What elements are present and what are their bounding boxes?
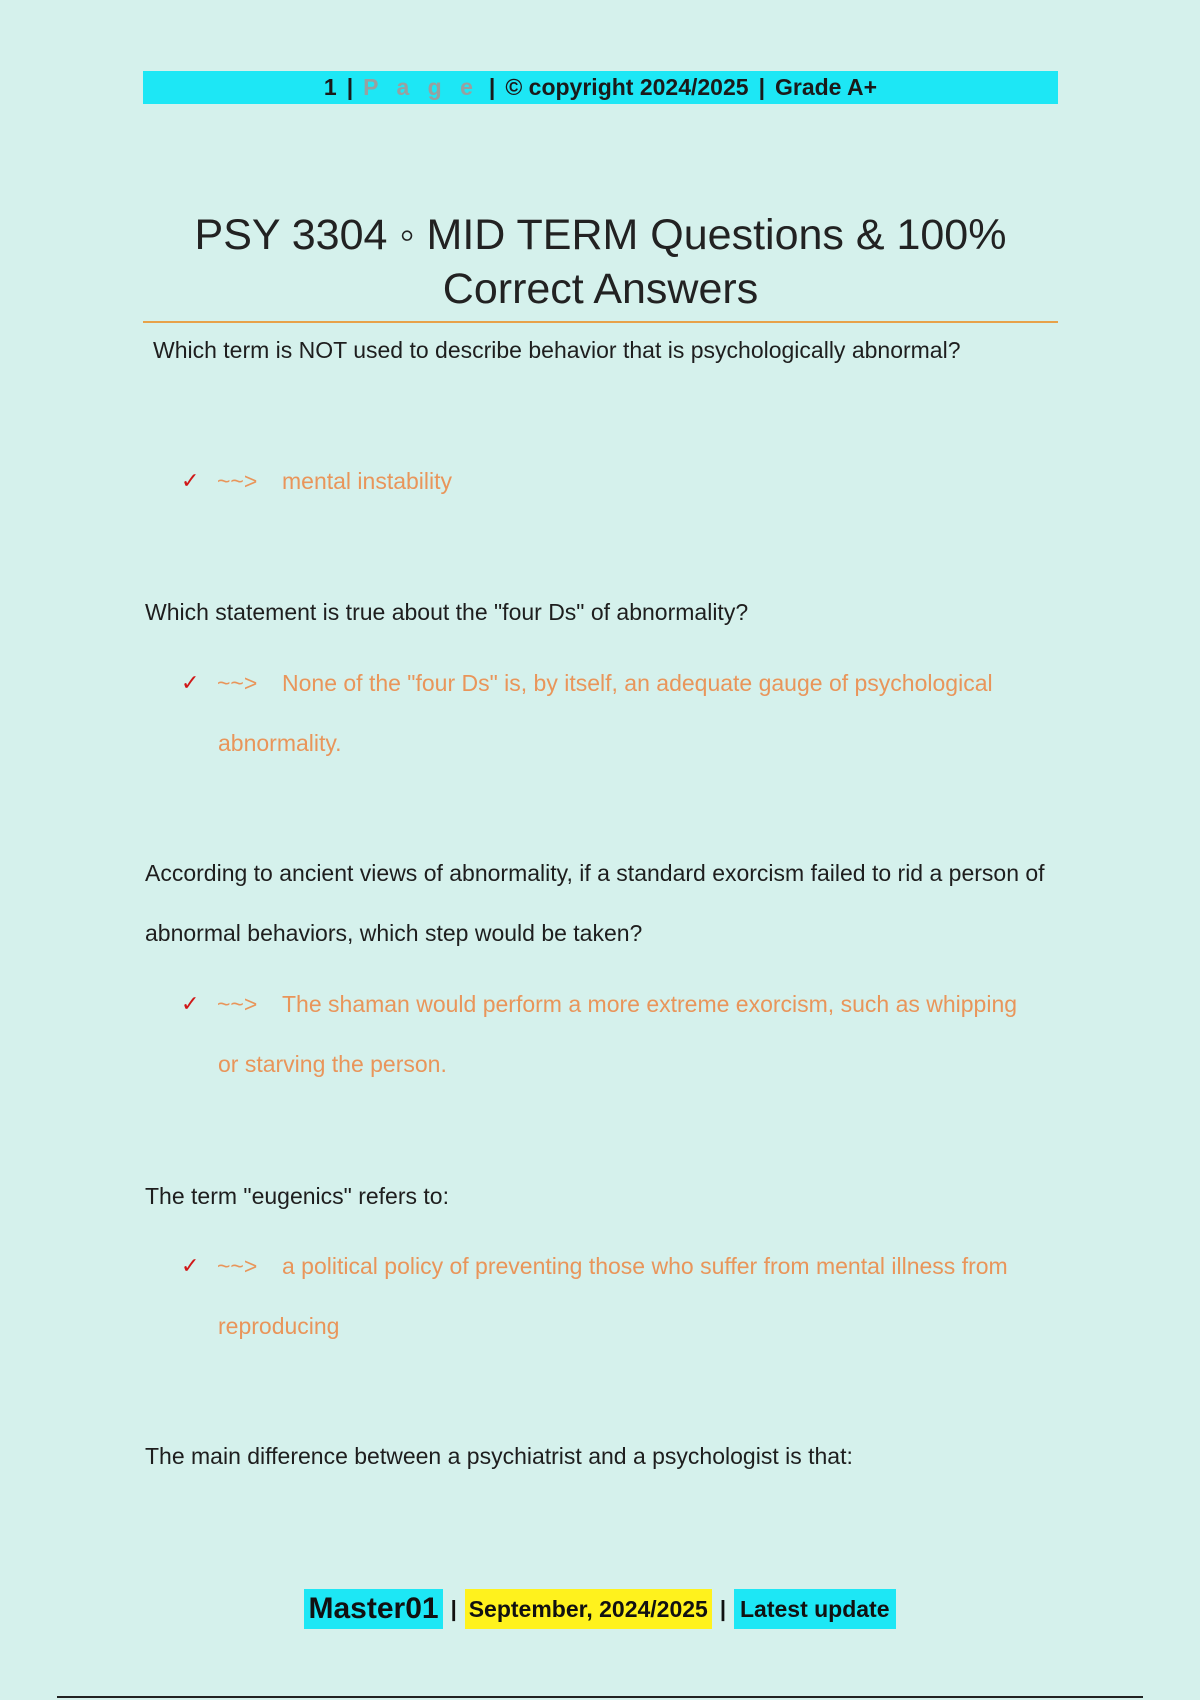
document-title (143, 208, 1058, 316)
header-separator: | (488, 74, 496, 100)
footer-author: Master01 (304, 1589, 442, 1629)
arrow-marker: ~~> (217, 991, 258, 1017)
arrow-marker: ~~> (217, 468, 258, 494)
copyright-text: © copyright 2024/2025 (505, 74, 749, 100)
page-header-bar (143, 71, 1058, 104)
check-icon: ✓ (181, 670, 200, 695)
footer-update-label: Latest update (734, 1589, 896, 1629)
bottom-divider (57, 1696, 1143, 1698)
check-icon: ✓ (181, 468, 200, 493)
title-line-1: PSY 3304 ◦ MID TERM Questions & 100% (194, 211, 1007, 259)
answer-text: The shaman would perform a more extreme exorcism, such as whipping or starving the person. (218, 991, 1018, 1077)
answer-1 (181, 451, 1041, 511)
header-separator: | (346, 74, 354, 100)
footer-date: September, 2024/2025 (465, 1589, 712, 1629)
answer-text: None of the "four Ds" is, by itself, an adequate gauge of psychological abnormality. (218, 670, 993, 756)
arrow-marker: ~~> (217, 670, 258, 696)
page-footer (0, 1589, 1200, 1629)
page-number: 1 (323, 74, 337, 100)
check-icon: ✓ (181, 1253, 200, 1278)
grade-text: Grade A+ (775, 74, 878, 100)
question-1: Which term is NOT used to describe behavior that is psychologically abnormal? (153, 337, 961, 363)
answer-2 (181, 653, 1041, 773)
footer-separator: | (719, 1596, 726, 1621)
arrow-marker: ~~> (217, 1253, 258, 1279)
footer-separator: | (450, 1596, 457, 1621)
title-line-2: Correct Answers (442, 265, 759, 313)
answer-text: a political policy of preventing those who suffer from mental illness from reproducing (218, 1253, 1008, 1339)
answer-3 (181, 974, 1041, 1094)
answer-text: mental instability (282, 468, 453, 494)
question-5: The main difference between a psychiatrist and a psychologist is that: (145, 1443, 853, 1469)
question-2: Which statement is true about the "four Ds" of abnormality? (145, 599, 749, 625)
check-icon: ✓ (181, 991, 200, 1016)
answer-4 (181, 1236, 1041, 1356)
page-word: P a g e (363, 74, 479, 100)
question-3: According to ancient views of abnormality, if a standard exorcism failed to rid a person of abnormal behaviors, which step would be taken? (145, 860, 1045, 946)
header-separator: | (758, 74, 765, 100)
question-4: The term "eugenics" refers to: (145, 1183, 449, 1209)
